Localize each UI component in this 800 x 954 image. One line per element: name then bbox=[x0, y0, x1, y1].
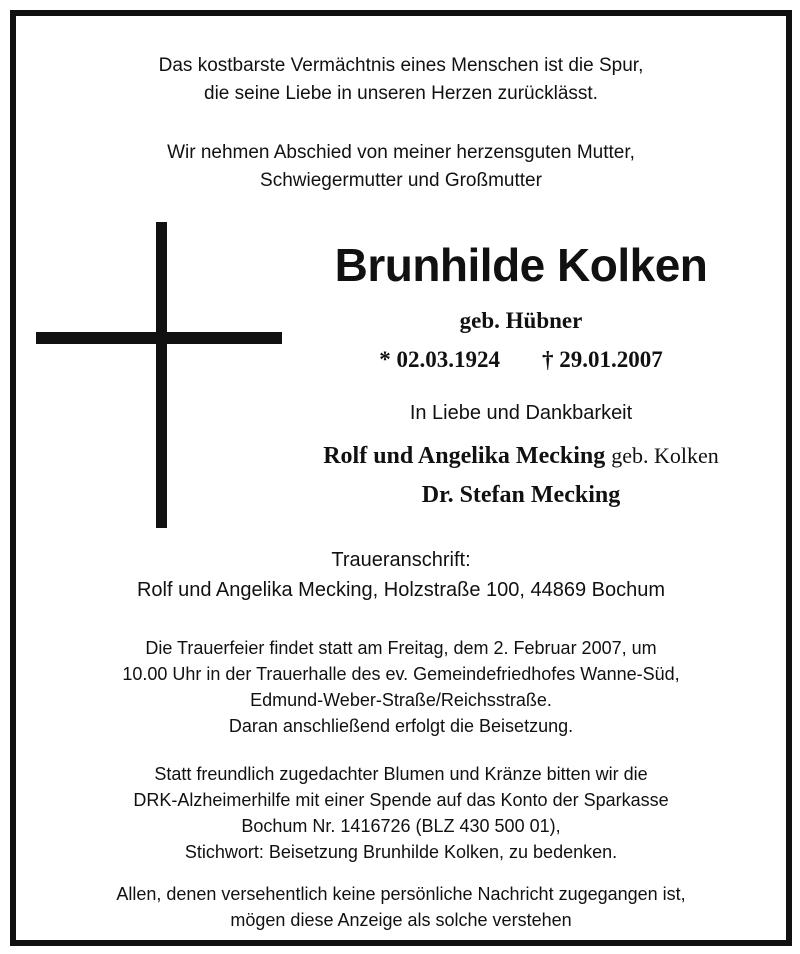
donation-line-1: Statt freundlich zugedachter Blumen und Kränze bitten wir die bbox=[154, 764, 648, 784]
funeral-line-3: Edmund-Weber-Straße/Reichsstraße. bbox=[250, 690, 552, 710]
obituary-notice bbox=[10, 10, 792, 946]
donation-request bbox=[16, 761, 786, 865]
donation-line-2: DRK-Alzheimerhilfe mit einer Spende auf das Konto der Sparkasse bbox=[133, 790, 669, 810]
closing-line-1: Allen, denen versehentlich keine persönliche Nachricht zugegangen ist, bbox=[116, 884, 686, 904]
deceased-name: Brunhilde Kolken bbox=[334, 239, 708, 291]
funeral-line-1: Die Trauerfeier findet statt am Freitag, dem 2. Februar 2007, um bbox=[145, 638, 657, 658]
farewell-intro bbox=[16, 139, 786, 195]
thanks-line: In Liebe und Dankbarkeit bbox=[409, 402, 633, 424]
donation-line-4: Stichwort: Beisetzung Brunhilde Kolken, zu bedenken. bbox=[184, 842, 618, 862]
quote-line-1: Das kostbarste Vermächtnis eines Menschen ist die Spur, bbox=[158, 55, 644, 76]
life-dates bbox=[261, 345, 781, 375]
funeral-line-4: Daran anschließend erfolgt die Beisetzung. bbox=[228, 716, 574, 736]
cross-horizontal-bar bbox=[36, 332, 282, 344]
address-label: Traueranschrift: bbox=[331, 549, 471, 571]
memorial-quote bbox=[16, 52, 786, 108]
funeral-line-2: 10.00 Uhr in der Trauerhalle des ev. Gemeindefriedhofes Wanne-Süd, bbox=[122, 664, 680, 684]
mourning-address: Rolf und Angelika Mecking, Holzstraße 100, 44869 Bochum bbox=[136, 579, 666, 601]
funeral-details bbox=[16, 635, 786, 739]
quote-line-2: die seine Liebe in unseren Herzen zurücklässt. bbox=[204, 83, 598, 104]
birth-name: geb. Hübner bbox=[459, 308, 583, 333]
couple-names: Rolf und Angelika Mecking bbox=[323, 443, 606, 469]
closing-note bbox=[16, 881, 786, 933]
closing-line-2: mögen diese Anzeige als solche verstehen bbox=[230, 910, 572, 930]
donation-line-3: Bochum Nr. 1416726 (BLZ 430 500 01), bbox=[241, 816, 561, 836]
intro-line-1: Wir nehmen Abschied von meiner herzensguten Mutter, bbox=[167, 142, 635, 163]
death-date: † 29.01.2007 bbox=[542, 347, 663, 372]
mourner-son: Dr. Stefan Mecking bbox=[421, 482, 621, 508]
intro-line-2: Schwiegermutter und Großmutter bbox=[260, 170, 542, 191]
cross-vertical-bar bbox=[156, 222, 167, 528]
birth-date: * 02.03.1924 bbox=[379, 347, 500, 372]
mourners-couple bbox=[261, 440, 781, 472]
couple-birth-name: geb. Kolken bbox=[611, 443, 719, 468]
